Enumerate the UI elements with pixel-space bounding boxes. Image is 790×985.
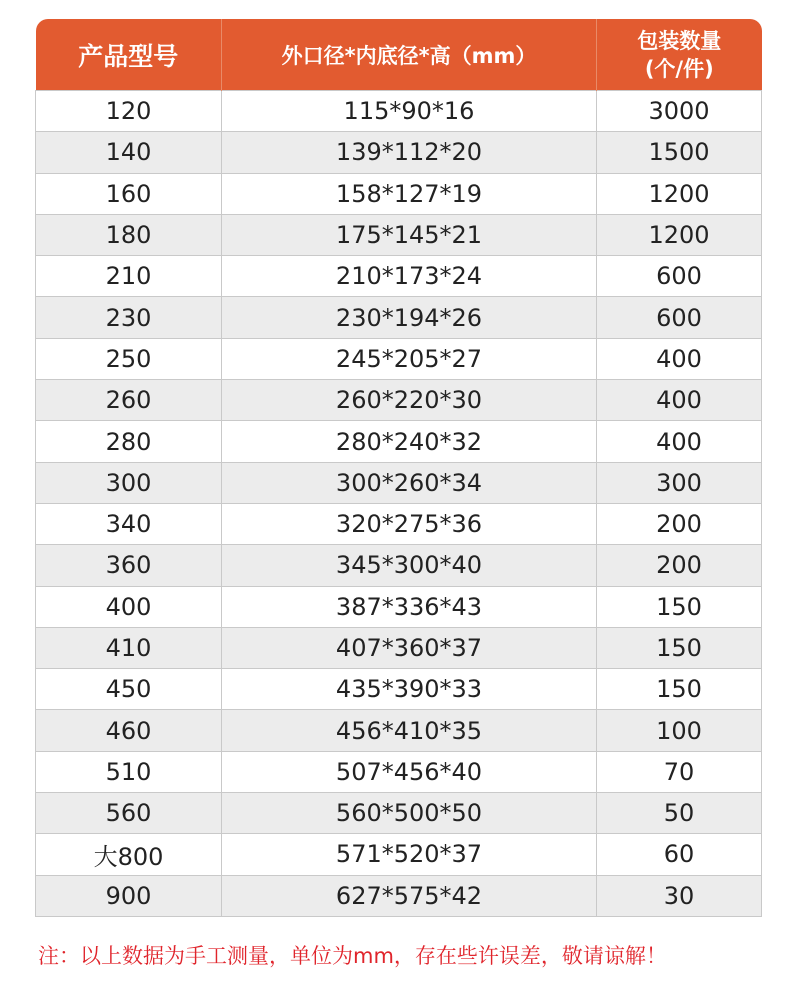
- header-quantity: [597, 19, 762, 91]
- table-row: [36, 545, 762, 586]
- cell-model: 450: [36, 669, 222, 710]
- cell-model: 280: [36, 421, 222, 462]
- cell-model: 140: [36, 132, 222, 173]
- cell-quantity: 400: [597, 380, 762, 421]
- cell-dimensions: 571*520*37: [222, 834, 597, 875]
- cell-dimensions: 115*90*16: [222, 91, 597, 132]
- cell-quantity: 150: [597, 627, 762, 668]
- cell-dimensions: 300*260*34: [222, 462, 597, 503]
- cell-model: 260: [36, 380, 222, 421]
- cell-quantity: 400: [597, 338, 762, 379]
- cell-dimensions: 507*456*40: [222, 751, 597, 792]
- table-row: [36, 834, 762, 875]
- table-row: [36, 627, 762, 668]
- cell-dimensions: 210*173*24: [222, 256, 597, 297]
- cell-model: 360: [36, 545, 222, 586]
- cell-model: 510: [36, 751, 222, 792]
- cell-quantity: 70: [597, 751, 762, 792]
- cell-quantity: 60: [597, 834, 762, 875]
- spec-table: [35, 19, 762, 917]
- cell-model: 大800: [36, 834, 222, 875]
- cell-quantity: 1200: [597, 214, 762, 255]
- table-row: [36, 380, 762, 421]
- cell-dimensions: 407*360*37: [222, 627, 597, 668]
- table-row: [36, 875, 762, 916]
- cell-dimensions: 345*300*40: [222, 545, 597, 586]
- cell-model: 410: [36, 627, 222, 668]
- cell-quantity: 150: [597, 586, 762, 627]
- cell-model: 120: [36, 91, 222, 132]
- cell-dimensions: 435*390*33: [222, 669, 597, 710]
- table-row: [36, 132, 762, 173]
- header-quantity-line1: 包装数量: [637, 28, 722, 53]
- cell-quantity: 600: [597, 297, 762, 338]
- cell-dimensions: 320*275*36: [222, 503, 597, 544]
- table-row: [36, 256, 762, 297]
- cell-quantity: 3000: [597, 91, 762, 132]
- table-row: [36, 503, 762, 544]
- table-row: [36, 462, 762, 503]
- cell-quantity: 30: [597, 875, 762, 916]
- cell-dimensions: 456*410*35: [222, 710, 597, 751]
- cell-model: 210: [36, 256, 222, 297]
- cell-quantity: 300: [597, 462, 762, 503]
- cell-model: 560: [36, 793, 222, 834]
- cell-dimensions: 245*205*27: [222, 338, 597, 379]
- spec-table-container: [35, 19, 761, 917]
- cell-quantity: 150: [597, 669, 762, 710]
- table-row: [36, 91, 762, 132]
- cell-dimensions: 175*145*21: [222, 214, 597, 255]
- table-row: [36, 793, 762, 834]
- cell-quantity: 1200: [597, 173, 762, 214]
- cell-model: 300: [36, 462, 222, 503]
- table-row: [36, 669, 762, 710]
- cell-dimensions: 627*575*42: [222, 875, 597, 916]
- cell-model: 340: [36, 503, 222, 544]
- table-body: [36, 91, 762, 917]
- cell-quantity: 200: [597, 503, 762, 544]
- table-row: [36, 297, 762, 338]
- cell-model: 180: [36, 214, 222, 255]
- table-row: [36, 421, 762, 462]
- cell-quantity: 400: [597, 421, 762, 462]
- cell-dimensions: 158*127*19: [222, 173, 597, 214]
- table-row: [36, 586, 762, 627]
- cell-quantity: 50: [597, 793, 762, 834]
- measurement-note: 注：以上数据为手工测量，单位为mm，存在些许误差，敬请谅解！: [38, 944, 667, 968]
- cell-dimensions: 260*220*30: [222, 380, 597, 421]
- table-row: [36, 214, 762, 255]
- cell-quantity: 100: [597, 710, 762, 751]
- header-dimensions: 外口径*内底径*高（mm）: [222, 19, 597, 91]
- table-row: [36, 173, 762, 214]
- cell-model: 250: [36, 338, 222, 379]
- cell-dimensions: 230*194*26: [222, 297, 597, 338]
- table-row: [36, 751, 762, 792]
- cell-dimensions: 560*500*50: [222, 793, 597, 834]
- cell-model: 400: [36, 586, 222, 627]
- header-model: 产品型号: [36, 19, 222, 91]
- table-row: [36, 338, 762, 379]
- cell-quantity: 200: [597, 545, 762, 586]
- cell-dimensions: 139*112*20: [222, 132, 597, 173]
- cell-quantity: 600: [597, 256, 762, 297]
- cell-model: 160: [36, 173, 222, 214]
- cell-dimensions: 387*336*43: [222, 586, 597, 627]
- table-row: [36, 710, 762, 751]
- cell-model: 900: [36, 875, 222, 916]
- cell-model: 230: [36, 297, 222, 338]
- cell-model: 460: [36, 710, 222, 751]
- cell-dimensions: 280*240*32: [222, 421, 597, 462]
- header-quantity-line2: (个/件): [644, 56, 714, 81]
- table-header-row: [36, 19, 762, 91]
- cell-quantity: 1500: [597, 132, 762, 173]
